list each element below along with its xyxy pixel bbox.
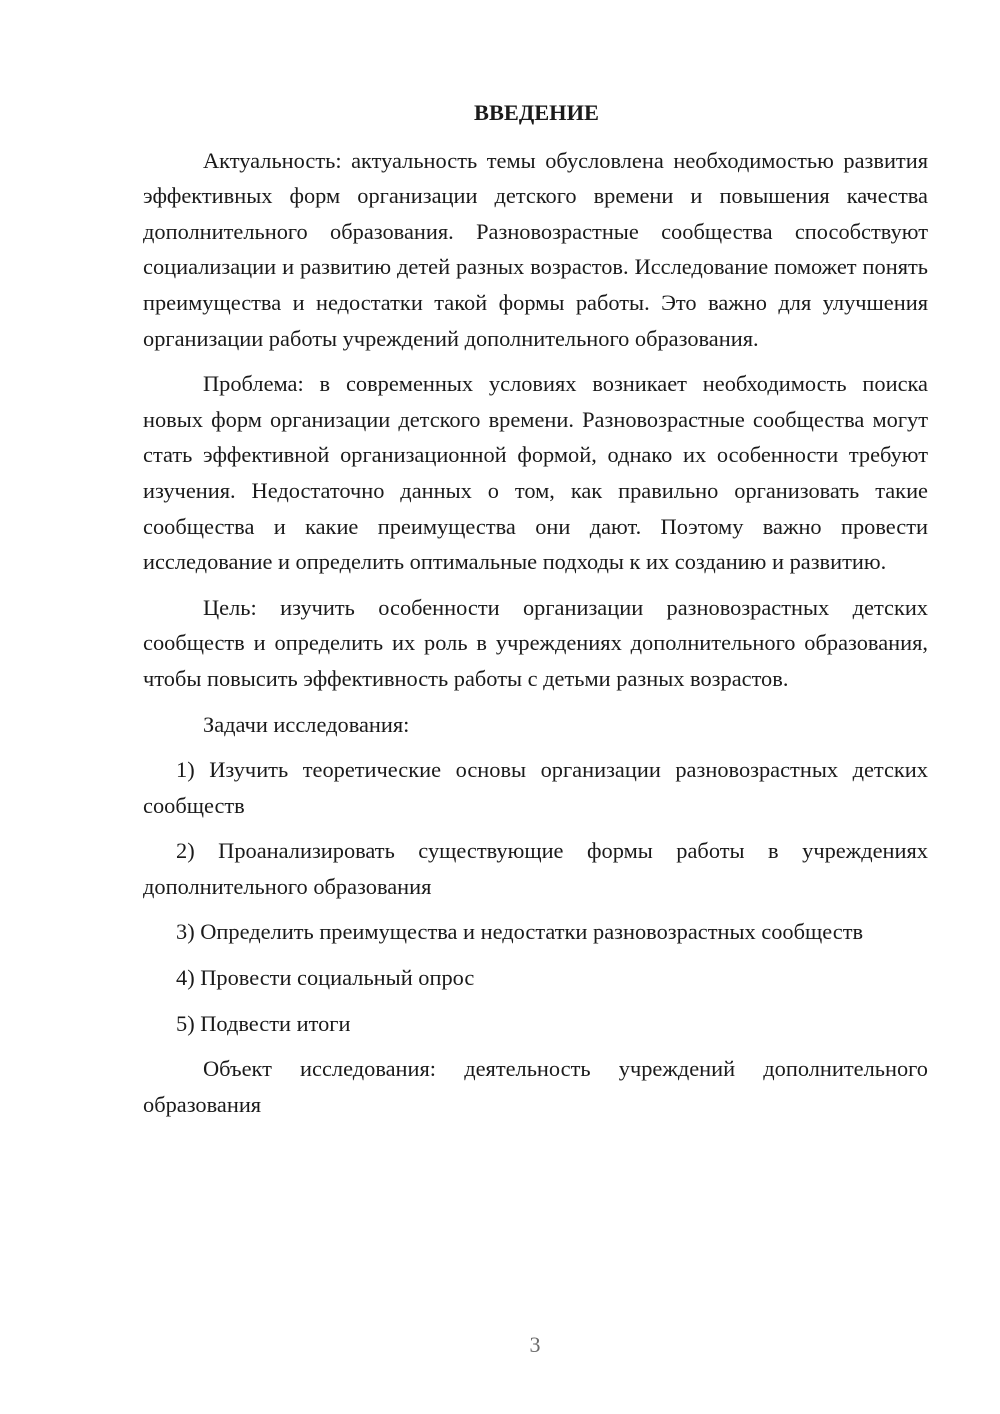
document-page (143, 95, 928, 1132)
page-number: 3 (529, 1332, 541, 1357)
problem-paragraph: Проблема: в современных условиях возникает необходимость поиска новых форм организации детского времени. Разновозрастные сообщества могут стать эффективной организационной формой, однако их особенности требуют изучения. Недостаточно данных о том, как правильно организовать такие сообщества и какие преимущества они дают. Поэтому важно провести исследование и определить оптимальные подходы к их созданию и развитию. (143, 371, 928, 575)
task-item-1: 1) Изучить теоретические основы организации разновозрастных детских сообществ (143, 757, 928, 818)
object-paragraph: Объект исследования: деятельность учреждений дополнительного образования (143, 1056, 928, 1117)
task-item-4: 4) Провести социальный опрос (176, 965, 475, 991)
tasks-heading: Задачи исследования: (203, 711, 410, 737)
relevance-paragraph: Актуальность: актуальность темы обусловлена необходимостью развития эффективных форм организации детского времени и повышения качества дополнительного образования. Разновозрастные сообщества способствуют социализации и развитию детей разных возрастов. Исследование поможет понять преимущества и недостатки такой формы работы. Это важно для улучшения организации работы учреждений дополнительного образования. (143, 147, 928, 351)
page-title: ВВЕДЕНИЕ (474, 100, 599, 125)
task-item-3: 3) Определить преимущества и недостатки разновозрастных сообществ (176, 919, 864, 945)
goal-paragraph: Цель: изучить особенности организации разновозрастных детских сообществ и определить их роль в учреждениях дополнительного образования, чтобы повысить эффективность работы с детьми разных возрастов. (143, 594, 928, 691)
task-item-2: 2) Проанализировать существующие формы работы в учреждениях дополнительного образования (143, 838, 928, 899)
task-item-5: 5) Подвести итоги (176, 1010, 351, 1036)
